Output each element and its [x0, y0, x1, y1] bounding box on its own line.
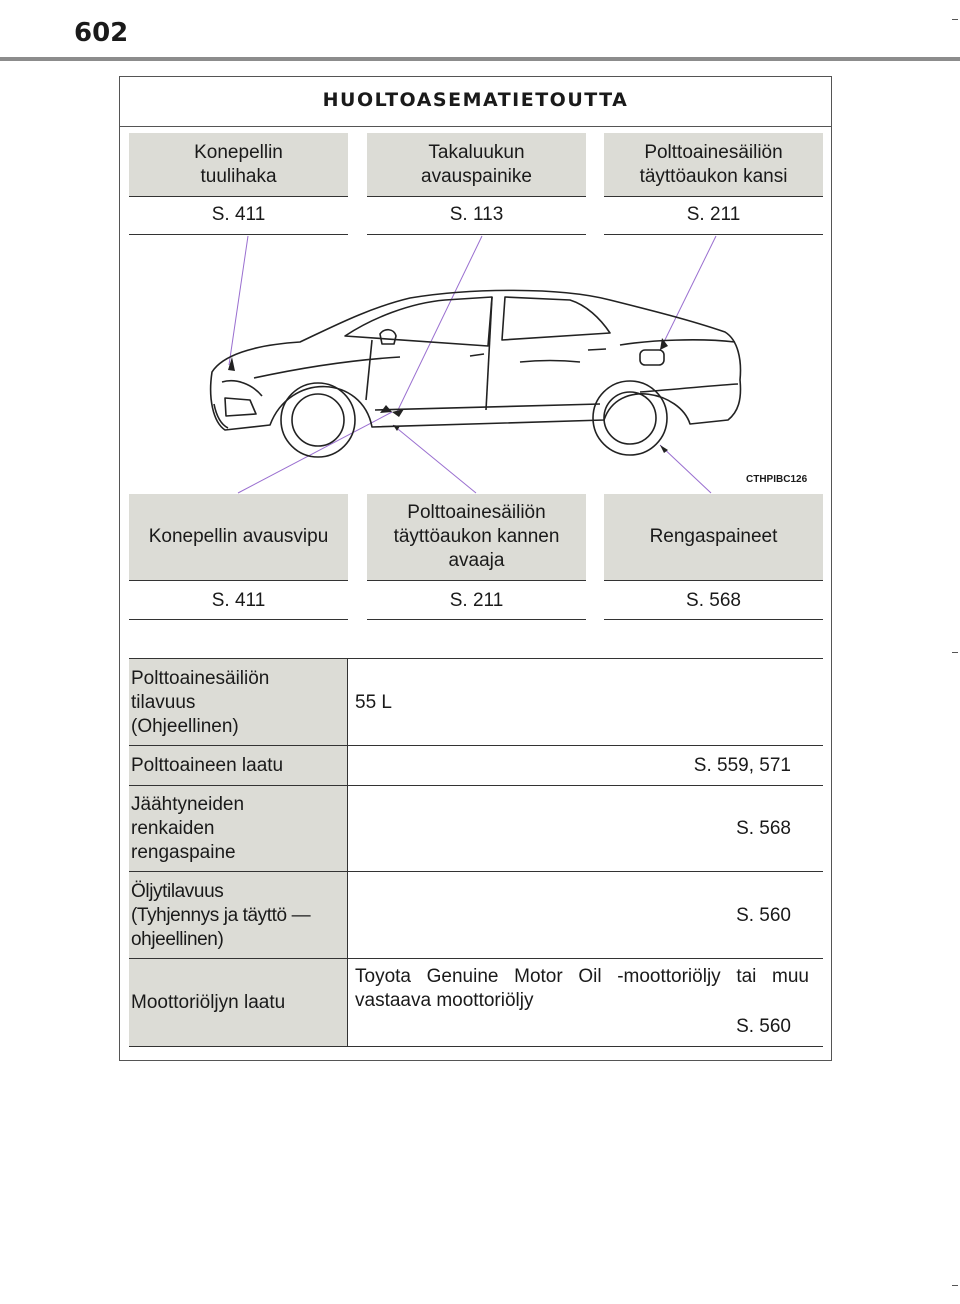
spec-label: Jäähtyneiden renkaiden rengaspaine — [129, 786, 348, 872]
spec-value — [355, 959, 809, 1046]
divider — [604, 580, 823, 581]
label-fuel-door: Polttoainesäiliön täyttöaukon kansi — [604, 133, 823, 196]
ref-hood-lever[interactable]: S. 411 — [211, 590, 266, 611]
divider — [129, 619, 348, 620]
ref-tire-pressure[interactable]: S. 568 — [686, 590, 741, 611]
spec-label: Moottoriöljyn laatu — [129, 959, 348, 1046]
image-code: CTHPIBC126 — [746, 474, 808, 485]
spec-value[interactable]: S. 559, 571 — [693, 755, 791, 776]
spec-row-tire-pressure — [129, 785, 823, 872]
ref-trunk-button[interactable]: S. 113 — [449, 204, 504, 225]
ref-fuel-door-opener[interactable]: S. 211 — [449, 590, 504, 611]
ref-fuel-door[interactable]: S. 211 — [686, 204, 741, 225]
spec-label: Öljytilavuus (Tyhjennys ja täyttö — ohjeellinen) — [129, 872, 348, 959]
spec-value: 55 L — [355, 691, 392, 713]
divider — [367, 619, 586, 620]
car-illustration — [200, 235, 760, 500]
oil-quality-ref[interactable]: S. 560 — [736, 1016, 791, 1037]
spec-label: Polttoaineen laatu — [129, 746, 348, 786]
page-number: 602 — [74, 18, 129, 48]
spec-row-oil-capacity — [129, 871, 823, 959]
spec-row-fuel-quality — [129, 745, 823, 786]
divider — [604, 619, 823, 620]
spec-row-fuel-capacity — [129, 658, 823, 746]
oil-quality-text: Toyota Genuine Motor Oil -moottoriöljy tai muu vastaava moottoriöljy — [355, 966, 809, 1011]
divider — [129, 580, 348, 581]
spec-row-oil-quality — [129, 958, 823, 1047]
spec-value[interactable]: S. 568 — [736, 818, 791, 839]
spec-label: Polttoainesäiliön tilavuus (Ohjeellinen) — [129, 659, 348, 746]
box-title: HUOLTOASEMATIETOUTTA — [120, 77, 831, 127]
label-tire-pressure: Rengaspaineet — [604, 494, 823, 580]
label-hood-support: Konepellin tuulihaka — [129, 133, 348, 196]
label-trunk-button: Takaluukun avauspainike — [367, 133, 586, 196]
label-fuel-door-opener: Polttoainesäiliön täyttöaukon kannen avaaja — [367, 494, 586, 580]
ref-hood-support[interactable]: S. 411 — [211, 204, 266, 225]
margin-tick — [952, 1285, 958, 1286]
label-hood-lever: Konepellin avausvipu — [129, 494, 348, 580]
divider — [367, 580, 586, 581]
spec-value[interactable]: S. 560 — [736, 905, 791, 926]
